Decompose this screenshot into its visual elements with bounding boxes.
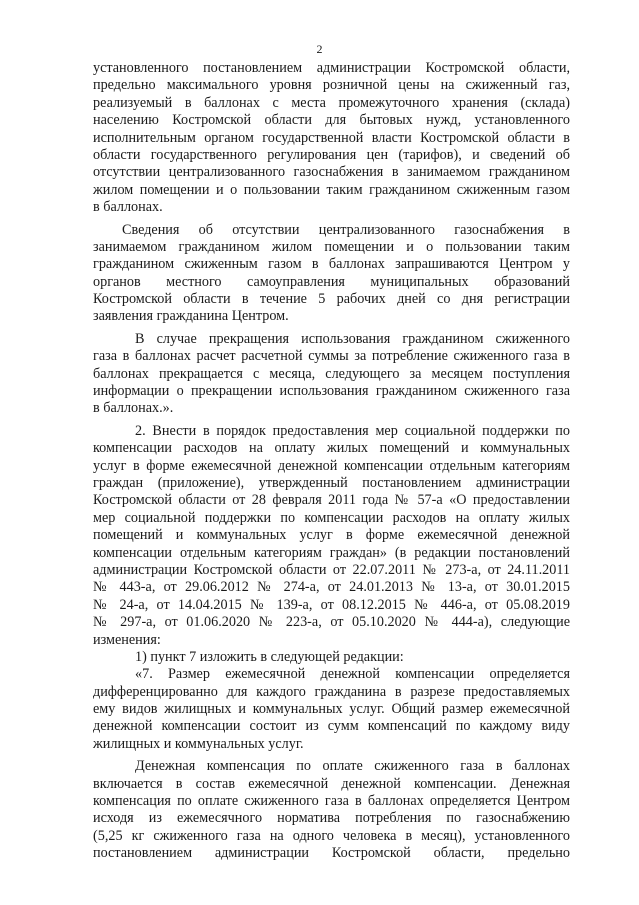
text-line: администрации Костромской области от 22.07.2011 № 273-а, от 24.11.2011 xyxy=(93,561,570,578)
paragraph-gas-supply-info xyxy=(93,222,570,326)
text-line: Костромской области от 28 февраля 2011 года № 57-а «О предоставлении xyxy=(93,492,570,509)
paragraph-continuation xyxy=(93,60,570,217)
text-line: «7. Размер ежемесячной денежной компенсации определяется xyxy=(135,666,570,683)
text-line: № 24-а, от 14.04.2015 № 139-а, от 08.12.2015 № 446-а, от 05.08.2019 xyxy=(93,596,570,613)
text-line: исполнительным органом государственной власти Костромской области в xyxy=(93,129,570,146)
paragraph-gas-compensation xyxy=(93,758,570,862)
text-line: изменения: xyxy=(93,631,161,648)
text-line: компенсации расходов на оплату жилых помещений и коммунальных xyxy=(93,440,570,457)
text-line: услуг в форме ежемесячной денежной компенсации отдельным категориям xyxy=(93,457,570,474)
text-line: жилищных и коммунальных услуг. xyxy=(93,735,304,752)
text-line: 2. Внести в порядок предоставления мер социальной поддержки по xyxy=(135,422,570,439)
text-line: постановлением администрации Костромской области, предельно xyxy=(93,845,570,862)
text-line: В случае прекращения использования гражданином сжиженного xyxy=(135,330,570,347)
text-line: (5,25 кг сжиженного газа на одного человека в месяц), установленного xyxy=(93,827,570,844)
text-line: помещений и коммунальных услуг в форме ежемесячной денежной xyxy=(93,527,570,544)
text-line: компенсации отдельным категориям граждан» (в редакции постановлений xyxy=(93,544,570,561)
paragraph-termination xyxy=(93,331,570,418)
text-line: информации о прекращении использования гражданином сжиженного газа xyxy=(93,383,570,400)
text-line: занимаемом гражданином жилом помещении и о пользовании таким xyxy=(93,238,570,255)
paragraph-point-7 xyxy=(93,666,570,753)
text-line: Сведения об отсутствии централизованного газоснабжения в xyxy=(122,221,570,238)
text-line: граждан (приложение), утвержденный постановлением администрации xyxy=(93,474,570,491)
paragraph-subitem-1 xyxy=(93,649,570,666)
text-line: компенсация по оплате сжиженного газа в баллонах определяется Центром xyxy=(93,793,570,810)
text-line: установленного постановлением администрации Костромской области, xyxy=(93,60,570,76)
document-body xyxy=(93,60,570,863)
text-line: включается в состав ежемесячной денежной компенсации. Денежная xyxy=(93,775,570,792)
text-line: денежной компенсации состоит из сумм компенсаций по каждому виду xyxy=(93,718,570,735)
text-line: баллонах прекращается с месяца, следующего за месяцем поступления xyxy=(93,365,570,382)
text-line: Денежная компенсация по оплате сжиженного газа в баллонах xyxy=(135,758,570,775)
text-line: гражданином сжиженным газом в баллонах запрашиваются Центром у xyxy=(93,256,570,273)
text-line: реализуемый в баллонах с места промежуточного хранения (склада) xyxy=(93,94,570,111)
text-line: органов местного самоуправления муниципальных образований xyxy=(93,273,570,290)
text-line: заявления гражданина Центром. xyxy=(93,308,289,325)
text-line: газа в баллонах расчет расчетной суммы за потребление сжиженного газа в xyxy=(93,348,570,365)
text-line: № 443-а, от 29.06.2012 № 274-а, от 24.01.2013 № 13-а, от 30.01.2015 xyxy=(93,579,570,596)
text-line: ему видов жилищных и коммунальных услуг. Общий размер ежемесячной xyxy=(93,701,570,718)
text-line: жилом помещении и о пользовании таким гражданином сжиженным газом xyxy=(93,181,570,198)
text-line: предельно максимального уровня розничной цены на сжиженный газ, xyxy=(93,77,570,94)
page-number: 2 xyxy=(316,42,323,56)
text-line: населению Костромской области для бытовых нужд, установленного xyxy=(93,112,570,129)
text-line: № 297-а, от 01.06.2020 № 223-а, от 05.10.2020 № 444-а), следующие xyxy=(93,614,570,631)
text-line: исходя из ежемесячного норматива потребления по газоснабжению xyxy=(93,810,570,827)
text-line: области государственного регулирования цен (тарифов), и сведений об xyxy=(93,146,570,163)
text-line: в баллонах.». xyxy=(93,400,174,417)
text-line: дифференцированно для каждого гражданина в разрезе предоставляемых xyxy=(93,683,570,700)
text-line: в баллонах. xyxy=(93,199,163,216)
text-line: Костромской области в течение 5 рабочих дней со дня регистрации xyxy=(93,291,570,308)
paragraph-item-2 xyxy=(93,423,570,649)
text-line: мер социальной поддержки по компенсации расходов на оплату жилых xyxy=(93,509,570,526)
text-line: 1) пункт 7 изложить в следующей редакции: xyxy=(135,648,404,665)
text-line: отсутствии централизованного газоснабжения в занимаемом гражданином xyxy=(93,164,570,181)
